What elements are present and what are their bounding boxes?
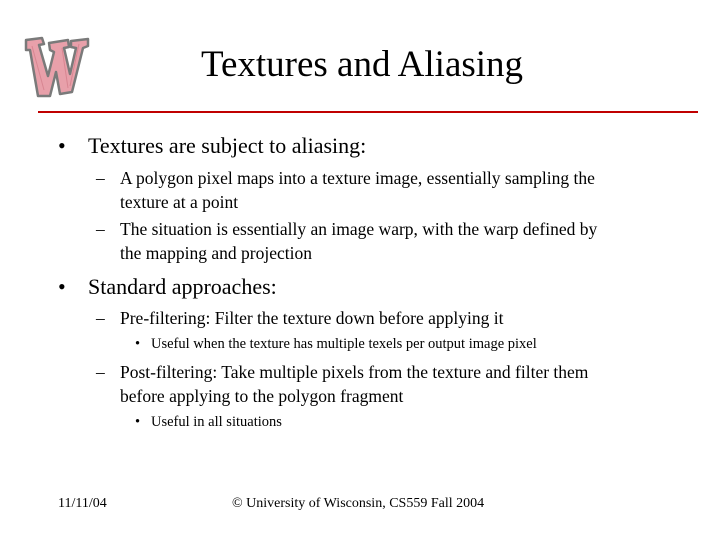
sub-sub-bullet-marker: • <box>135 414 141 430</box>
sub-sub-bullet-useful-texels: Useful when the texture has multiple texels per output image pixel <box>151 336 537 352</box>
sub-bullet-pre-filtering: Pre-filtering: Filter the texture down before applying it <box>120 308 504 328</box>
sub-bullet-post-filtering-line1: Post-filtering: Take multiple pixels from the texture and filter them <box>120 362 589 382</box>
sub-bullet-image-warp-line2: the mapping and projection <box>120 243 312 263</box>
bullet-marker: • <box>58 274 66 299</box>
slide-title: Textures and Aliasing <box>200 44 524 85</box>
title-divider <box>38 111 698 113</box>
sub-bullet-polygon-pixel-line2: texture at a point <box>120 192 239 212</box>
university-logo <box>22 30 92 100</box>
sub-bullet-marker: – <box>96 219 105 239</box>
sub-bullet-polygon-pixel-line1: A polygon pixel maps into a texture image, essentially sampling the <box>120 168 595 188</box>
sub-bullet-marker: – <box>96 362 105 382</box>
bullet-textures-aliasing: Textures are subject to aliasing: <box>88 133 367 158</box>
bullet-standard-approaches: Standard approaches: <box>88 274 277 299</box>
sub-bullet-marker: – <box>96 168 105 188</box>
sub-bullet-marker: – <box>96 308 105 328</box>
sub-sub-bullet-all-situations: Useful in all situations <box>151 414 282 430</box>
sub-sub-bullet-marker: • <box>135 336 141 352</box>
sub-bullet-post-filtering-line2: before applying to the polygon fragment <box>120 386 404 406</box>
sub-bullet-image-warp-line1: The situation is essentially an image warp, with the warp defined by <box>120 219 598 239</box>
footer-date: 11/11/04 <box>58 496 107 511</box>
bullet-marker: • <box>58 133 66 158</box>
footer-copyright: © University of Wisconsin, CS559 Fall 2004 <box>232 496 485 511</box>
